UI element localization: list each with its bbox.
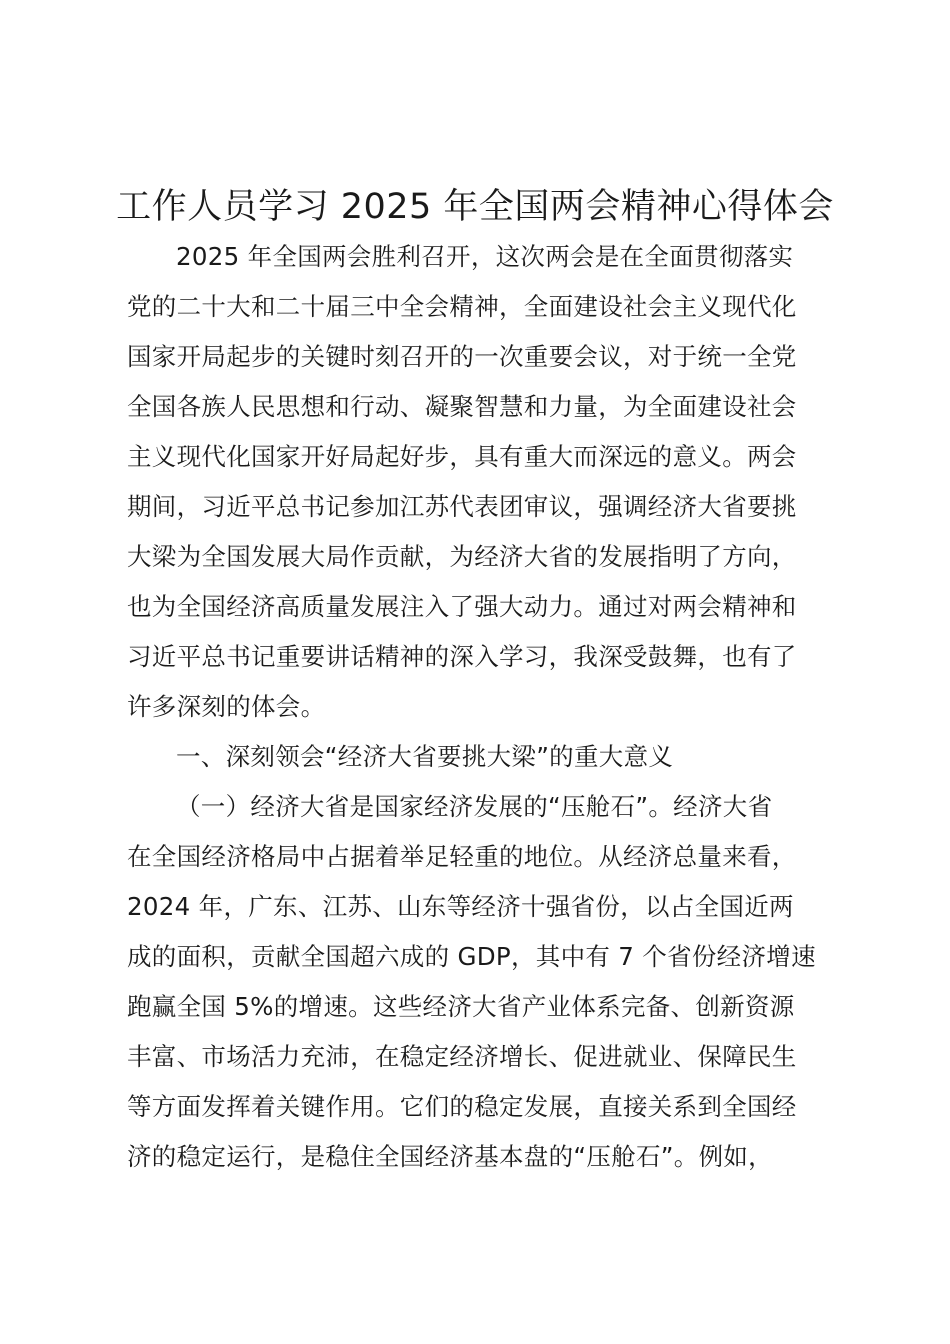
- document-body: [127, 232, 832, 1182]
- paragraph-line: 在全国经济格局中占据着举足轻重的地位。从经济总量来看，: [127, 842, 797, 871]
- paragraph-line: 济的稳定运行，是稳住全国经济基本盘的“压舱石”。例如，: [127, 1142, 773, 1171]
- paragraph-line: 成的面积，贡献全国超六成的 GDP，其中有 7 个省份经济增速: [127, 942, 816, 971]
- paragraph-line: 跑赢全国 5%的增速。这些经济大省产业体系完备、创新资源: [127, 992, 795, 1021]
- paragraph-line: 大梁为全国发展大局作贡献，为经济大省的发展指明了方向，: [127, 542, 797, 571]
- paragraph-line: 2024 年，广东、江苏、山东等经济十强省份，以占全国近两: [127, 892, 794, 921]
- paragraph-line: 党的二十大和二十届三中全会精神，全面建设社会主义现代化: [127, 292, 797, 321]
- paragraph-line: （一）经济大省是国家经济发展的“压舱石”。经济大省: [176, 792, 773, 821]
- paragraph-line: 全国各族人民思想和行动、凝聚智慧和力量，为全面建设社会: [127, 392, 797, 421]
- paragraph-line: 国家开局起步的关键时刻召开的一次重要会议，对于统一全党: [127, 342, 797, 371]
- document-title: 工作人员学习 2025 年全国两会精神心得体会: [116, 187, 834, 227]
- paragraph-line: 2025 年全国两会胜利召开，这次两会是在全面贯彻落实: [176, 242, 794, 271]
- paragraph-line: 期间，习近平总书记参加江苏代表团审议，强调经济大省要挑: [127, 492, 797, 521]
- paragraph-line: 丰富、市场活力充沛，在稳定经济增长、促进就业、保障民生: [127, 1042, 797, 1071]
- paragraph-line: 主义现代化国家开好局起好步，具有重大而深远的意义。两会: [127, 442, 797, 471]
- paragraph-line: 也为全国经济高质量发展注入了强大动力。通过对两会精神和: [127, 592, 797, 621]
- paragraph-line: 习近平总书记重要讲话精神的深入学习，我深受鼓舞，也有了: [127, 642, 797, 671]
- paragraph-line: 许多深刻的体会。: [127, 692, 326, 721]
- paragraph-line: 等方面发挥着关键作用。它们的稳定发展，直接关系到全国经: [127, 1092, 797, 1121]
- section-heading: 一、深刻领会“经济大省要挑大梁”的重大意义: [176, 742, 674, 771]
